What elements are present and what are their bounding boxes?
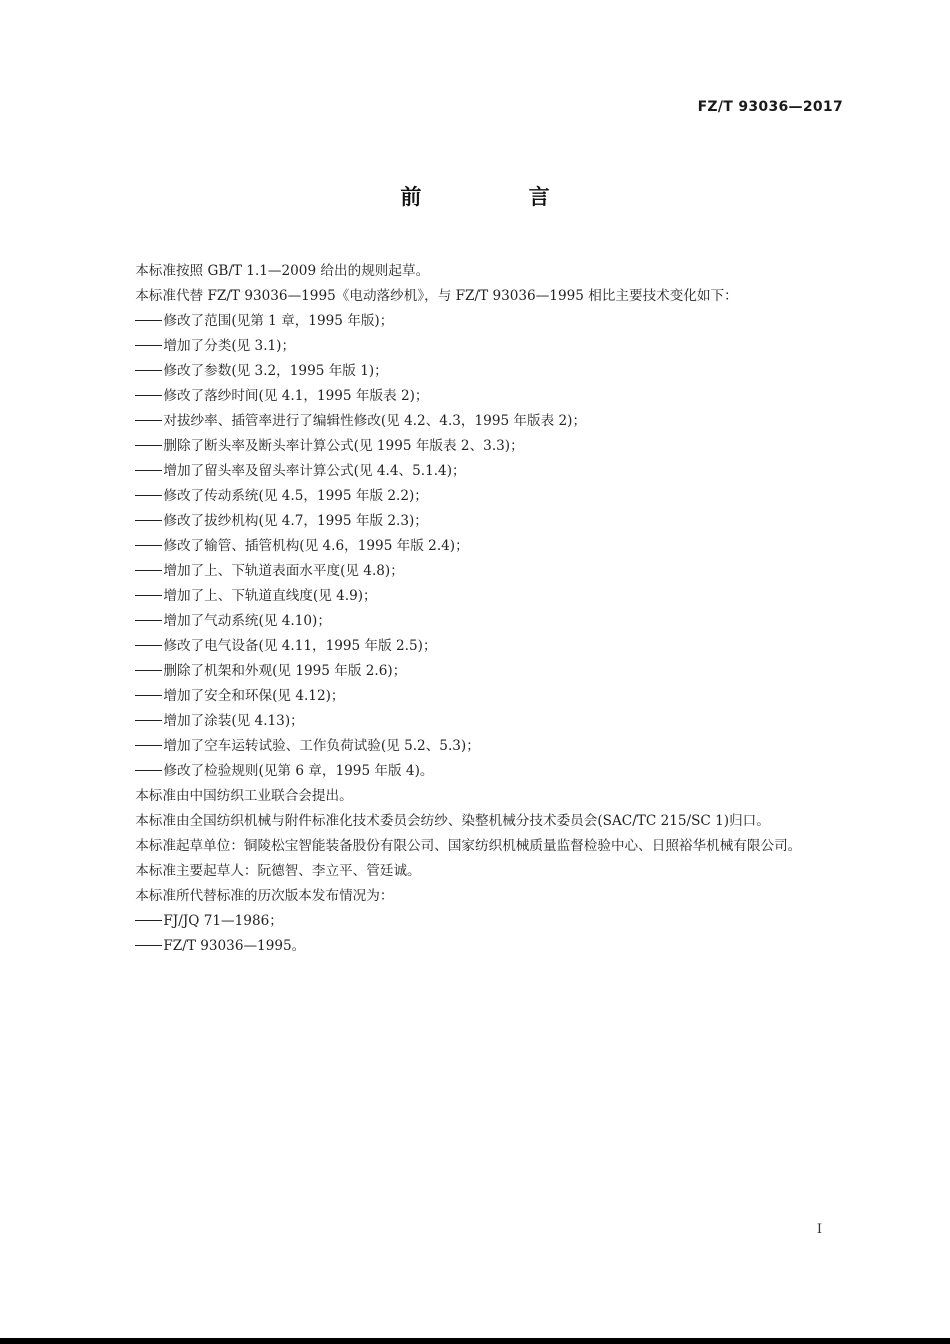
em-dash [135,470,162,471]
em-dash [135,670,162,671]
change-item: 修改了范围(见第 1 章，1995 年版)； [108,309,843,334]
em-dash [135,745,162,746]
page-title: 前 言 [400,185,600,209]
paragraph-drafting-units: 本标准起草单位：铜陵松宝智能装备股份有限公司、国家纺织机械质量监督检验中心、日照裕华机械有限公司。 [135,838,802,854]
standard-code: FZ/T 93036—2017 [697,99,843,115]
em-dash [135,695,162,696]
paragraph-history-intro: 本标准所代替标准的历次版本发布情况为： [135,888,394,904]
change-item: 增加了涂装(见 4.13)； [108,709,843,734]
em-dash [135,595,162,596]
change-item: 修改了参数(见 3.2，1995 年版 1)； [108,359,843,384]
change-item: 修改了拔纱机构(见 4.7，1995 年版 2.3)； [108,509,843,534]
change-item: 增加了留头率及留头率计算公式(见 4.4、5.1.4)； [108,459,843,484]
history-item: FZ/T 93036—1995。 [108,934,843,959]
change-item: 增加了分类(见 3.1)； [108,334,843,359]
em-dash [135,495,162,496]
change-item: 修改了电气设备(见 4.11，1995 年版 2.5)； [108,634,843,659]
em-dash [135,770,162,771]
change-item: 修改了检验规则(见第 6 章，1995 年版 4)。 [108,759,843,784]
paragraph-committee: 本标准由全国纺织机械与附件标准化技术委员会纺纱、染整机械分技术委员会(SAC/TC 215/SC 1)归口。 [135,813,770,829]
em-dash [135,720,162,721]
paragraph-proposer: 本标准由中国纺织工业联合会提出。 [135,788,353,804]
paragraph-drafting-rules: 本标准按照 GB/T 1.1—2009 给出的规则起草。 [135,263,430,279]
paragraph-replacement-note: 本标准代替 FZ/T 93036—1995《电动落纱机》，与 FZ/T 93036—1995 相比主要技术变化如下： [135,288,738,304]
em-dash [135,370,162,371]
em-dash [135,545,162,546]
change-item: 增加了空车运转试验、工作负荷试验(见 5.2、5.3)； [108,734,843,759]
change-item: 增加了上、下轨道表面水平度(见 4.8)； [108,559,843,584]
change-item: 删除了机架和外观(见 1995 年版 2.6)； [108,659,843,684]
em-dash [135,395,162,396]
foreword-body [108,259,843,959]
paragraph-drafters: 本标准主要起草人：阮德智、李立平、管廷诚。 [135,863,421,879]
change-item: 修改了落纱时间(见 4.1，1995 年版表 2)； [108,384,843,409]
em-dash [135,920,162,921]
history-list [108,909,843,959]
change-item: 增加了气动系统(见 4.10)； [108,609,843,634]
changes-list [108,309,843,784]
em-dash [135,320,162,321]
em-dash [135,345,162,346]
change-item: 修改了传动系统(见 4.5，1995 年版 2.2)； [108,484,843,509]
em-dash [135,620,162,621]
page-number: I [816,1222,822,1237]
em-dash [135,420,162,421]
em-dash [135,645,162,646]
em-dash [135,570,162,571]
em-dash [135,520,162,521]
em-dash [135,445,162,446]
change-item: 对拔纱率、插管率进行了编辑性修改(见 4.2、4.3，1995 年版表 2)； [108,409,843,434]
change-item: 增加了安全和环保(见 4.12)； [108,684,843,709]
change-item: 增加了上、下轨道直线度(见 4.9)； [108,584,843,609]
change-item: 删除了断头率及断头率计算公式(见 1995 年版表 2、3.3)； [108,434,843,459]
em-dash [135,945,162,946]
change-item: 修改了输管、插管机构(见 4.6，1995 年版 2.4)； [108,534,843,559]
bottom-border [0,1338,950,1344]
history-item: FJ/JQ 71—1986； [108,909,843,934]
